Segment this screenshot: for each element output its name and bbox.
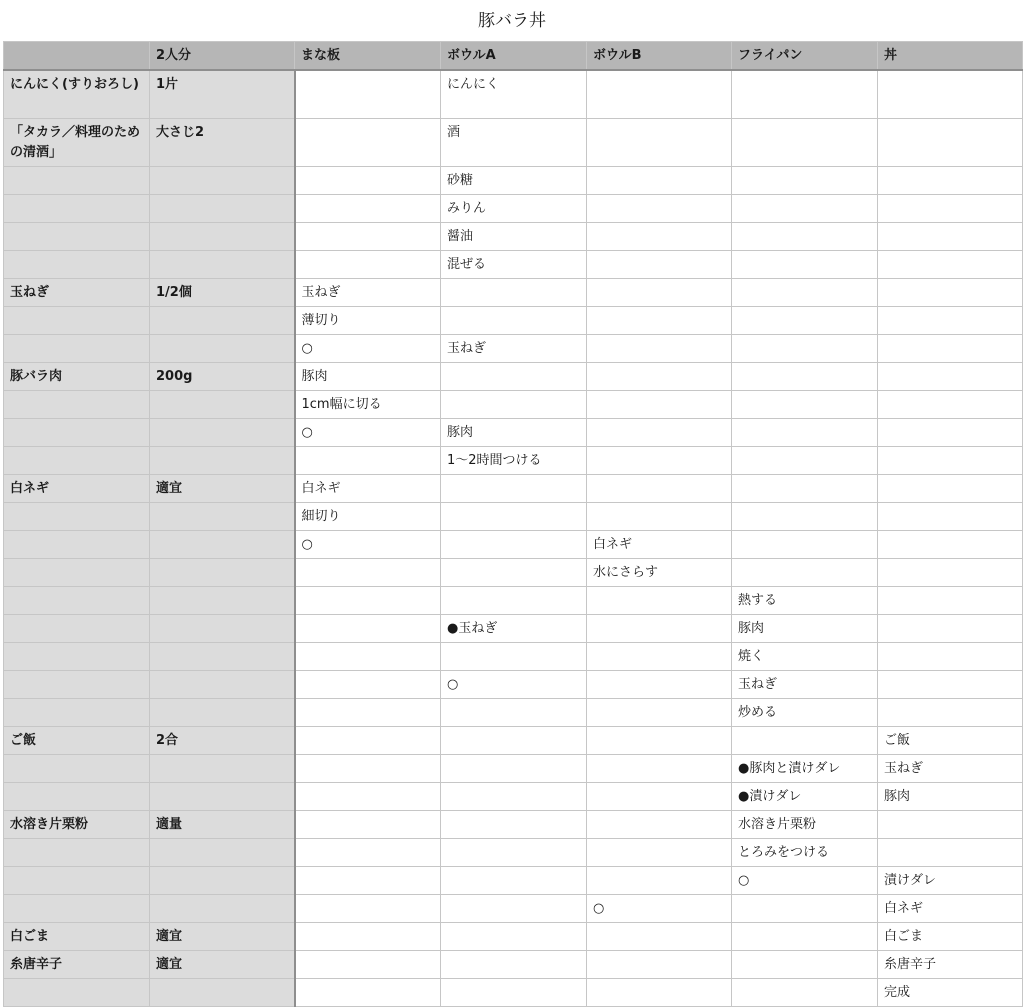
quantity-cell[interactable]: 1/2個: [150, 279, 295, 307]
table-row: [4, 559, 1023, 587]
step-cell[interactable]: [441, 279, 587, 307]
quantity-cell[interactable]: [150, 447, 295, 475]
step-cell[interactable]: [441, 895, 587, 923]
ingredient-cell[interactable]: [4, 531, 150, 559]
step-cell[interactable]: [295, 811, 441, 839]
step-cell[interactable]: [295, 867, 441, 895]
quantity-cell[interactable]: [150, 783, 295, 811]
step-cell[interactable]: 熱する: [732, 587, 878, 615]
quantity-cell[interactable]: [150, 307, 295, 335]
table-row: [4, 839, 1023, 867]
table-body: [4, 70, 1023, 1007]
step-cell[interactable]: [587, 867, 732, 895]
table-row: [4, 979, 1023, 1007]
step-cell[interactable]: [587, 307, 732, 335]
step-cell[interactable]: [587, 755, 732, 783]
quantity-cell[interactable]: [150, 839, 295, 867]
step-cell[interactable]: [732, 391, 878, 419]
step-cell[interactable]: [441, 475, 587, 503]
step-cell[interactable]: [441, 979, 587, 1007]
quantity-cell[interactable]: [150, 167, 295, 195]
step-cell[interactable]: [295, 615, 441, 643]
step-cell[interactable]: [587, 335, 732, 363]
step-cell[interactable]: [295, 251, 441, 279]
table-row: [4, 503, 1023, 531]
step-cell[interactable]: [587, 391, 732, 419]
step-cell[interactable]: [878, 503, 1023, 531]
ingredient-cell[interactable]: 水溶き片栗粉: [4, 811, 150, 839]
step-cell[interactable]: [441, 951, 587, 979]
step-cell[interactable]: [295, 923, 441, 951]
step-cell[interactable]: [878, 223, 1023, 251]
step-cell[interactable]: [732, 951, 878, 979]
step-cell[interactable]: [587, 279, 732, 307]
step-cell[interactable]: [441, 839, 587, 867]
step-cell[interactable]: ○: [295, 419, 441, 447]
step-cell[interactable]: 白ネギ: [295, 475, 441, 503]
step-cell[interactable]: 炒める: [732, 699, 878, 727]
quantity-cell[interactable]: [150, 755, 295, 783]
step-cell[interactable]: 糸唐辛子: [878, 951, 1023, 979]
quantity-cell[interactable]: 適量: [150, 811, 295, 839]
quantity-cell[interactable]: [150, 643, 295, 671]
step-cell[interactable]: [878, 167, 1023, 195]
step-cell[interactable]: [878, 811, 1023, 839]
step-cell[interactable]: [587, 119, 732, 167]
step-cell[interactable]: [878, 475, 1023, 503]
step-cell[interactable]: [587, 643, 732, 671]
step-cell[interactable]: [732, 531, 878, 559]
step-cell[interactable]: 完成: [878, 979, 1023, 1007]
step-cell[interactable]: [878, 559, 1023, 587]
step-cell[interactable]: 白ごま: [878, 923, 1023, 951]
column-header[interactable]: 丼: [878, 42, 1023, 71]
step-cell[interactable]: [587, 447, 732, 475]
step-cell[interactable]: [878, 251, 1023, 279]
ingredient-cell[interactable]: 白ネギ: [4, 475, 150, 503]
step-cell[interactable]: 砂糖: [441, 167, 587, 195]
step-cell[interactable]: [441, 503, 587, 531]
step-cell[interactable]: 漬けダレ: [878, 867, 1023, 895]
step-cell[interactable]: [295, 951, 441, 979]
table-row: [4, 391, 1023, 419]
step-cell[interactable]: [587, 167, 732, 195]
quantity-cell[interactable]: [150, 195, 295, 223]
step-cell[interactable]: [732, 335, 878, 363]
table-row: [4, 195, 1023, 223]
ingredient-cell[interactable]: [4, 615, 150, 643]
step-cell[interactable]: [878, 699, 1023, 727]
table-row: [4, 70, 1023, 119]
ingredient-cell[interactable]: [4, 447, 150, 475]
step-cell[interactable]: [441, 783, 587, 811]
step-cell[interactable]: [732, 119, 878, 167]
quantity-cell[interactable]: [150, 419, 295, 447]
ingredient-cell[interactable]: [4, 839, 150, 867]
step-cell[interactable]: [295, 70, 441, 119]
column-header[interactable]: ボウルB: [587, 42, 732, 71]
step-cell[interactable]: 白ネギ: [587, 531, 732, 559]
ingredient-cell[interactable]: [4, 979, 150, 1007]
step-cell[interactable]: [441, 811, 587, 839]
ingredient-cell[interactable]: [4, 391, 150, 419]
step-cell[interactable]: [732, 727, 878, 755]
ingredient-cell[interactable]: 玉ねぎ: [4, 279, 150, 307]
quantity-cell[interactable]: [150, 223, 295, 251]
quantity-cell[interactable]: 200g: [150, 363, 295, 391]
step-cell[interactable]: 豚肉: [732, 615, 878, 643]
step-cell[interactable]: [295, 895, 441, 923]
step-cell[interactable]: [587, 811, 732, 839]
step-cell[interactable]: [295, 671, 441, 699]
ingredient-cell[interactable]: にんにく(すりおろし): [4, 70, 150, 119]
table-row: [4, 363, 1023, 391]
quantity-cell[interactable]: 大さじ2: [150, 119, 295, 167]
step-cell[interactable]: 玉ねぎ: [441, 335, 587, 363]
step-cell[interactable]: とろみをつける: [732, 839, 878, 867]
table-row: [4, 335, 1023, 363]
step-cell[interactable]: [878, 531, 1023, 559]
column-header[interactable]: まな板: [295, 42, 441, 71]
quantity-cell[interactable]: [150, 531, 295, 559]
step-cell[interactable]: [878, 307, 1023, 335]
table-row: [4, 307, 1023, 335]
step-cell[interactable]: [732, 447, 878, 475]
step-cell[interactable]: [587, 419, 732, 447]
column-header[interactable]: [4, 42, 150, 71]
ingredient-cell[interactable]: [4, 699, 150, 727]
step-cell[interactable]: [878, 615, 1023, 643]
table-row: [4, 671, 1023, 699]
step-cell[interactable]: 1cm幅に切る: [295, 391, 441, 419]
table-row: [4, 783, 1023, 811]
step-cell[interactable]: [732, 195, 878, 223]
step-cell[interactable]: [587, 475, 732, 503]
step-cell[interactable]: [732, 307, 878, 335]
step-cell[interactable]: ○: [441, 671, 587, 699]
step-cell[interactable]: [732, 363, 878, 391]
table-row: [4, 223, 1023, 251]
table-row: [4, 923, 1023, 951]
table-row: [4, 447, 1023, 475]
quantity-cell[interactable]: 1片: [150, 70, 295, 119]
column-header[interactable]: 2人分: [150, 42, 295, 71]
step-cell[interactable]: [732, 559, 878, 587]
step-cell[interactable]: 水にさらす: [587, 559, 732, 587]
quantity-cell[interactable]: 適宜: [150, 923, 295, 951]
step-cell[interactable]: [587, 195, 732, 223]
table-row: [4, 279, 1023, 307]
ingredient-cell[interactable]: 糸唐辛子: [4, 951, 150, 979]
step-cell[interactable]: 玉ねぎ: [878, 755, 1023, 783]
quantity-cell[interactable]: [150, 699, 295, 727]
step-cell[interactable]: [587, 615, 732, 643]
recipe-table: [3, 41, 1023, 1007]
ingredient-cell[interactable]: [4, 223, 150, 251]
ingredient-cell[interactable]: [4, 419, 150, 447]
ingredient-cell[interactable]: [4, 587, 150, 615]
ingredient-cell[interactable]: ご飯: [4, 727, 150, 755]
ingredient-cell[interactable]: 白ごま: [4, 923, 150, 951]
table-row: [4, 811, 1023, 839]
table-row: [4, 699, 1023, 727]
quantity-cell[interactable]: [150, 587, 295, 615]
step-cell[interactable]: [732, 70, 878, 119]
step-cell[interactable]: [441, 307, 587, 335]
step-cell[interactable]: [295, 839, 441, 867]
table-row: [4, 419, 1023, 447]
step-cell[interactable]: [587, 951, 732, 979]
step-cell[interactable]: [732, 167, 878, 195]
table-row: [4, 867, 1023, 895]
step-cell[interactable]: [295, 195, 441, 223]
step-cell[interactable]: ●玉ねぎ: [441, 615, 587, 643]
column-header[interactable]: ボウルA: [441, 42, 587, 71]
ingredient-cell[interactable]: [4, 167, 150, 195]
quantity-cell[interactable]: [150, 391, 295, 419]
table-row: [4, 587, 1023, 615]
step-cell[interactable]: ご飯: [878, 727, 1023, 755]
step-cell[interactable]: [441, 867, 587, 895]
step-cell[interactable]: [878, 839, 1023, 867]
header-row: [4, 42, 1023, 71]
step-cell[interactable]: [295, 559, 441, 587]
step-cell[interactable]: 豚肉: [295, 363, 441, 391]
step-cell[interactable]: [732, 979, 878, 1007]
quantity-cell[interactable]: [150, 979, 295, 1007]
ingredient-cell[interactable]: 「タカラ／料理のための清酒」: [4, 119, 150, 167]
step-cell[interactable]: [732, 223, 878, 251]
table-row: [4, 615, 1023, 643]
ingredient-cell[interactable]: [4, 867, 150, 895]
step-cell[interactable]: [441, 391, 587, 419]
ingredient-cell[interactable]: [4, 559, 150, 587]
step-cell[interactable]: 薄切り: [295, 307, 441, 335]
step-cell[interactable]: [732, 419, 878, 447]
step-cell[interactable]: ○: [295, 335, 441, 363]
step-cell[interactable]: [878, 447, 1023, 475]
table-row: [4, 755, 1023, 783]
step-cell[interactable]: [878, 335, 1023, 363]
quantity-cell[interactable]: 適宜: [150, 951, 295, 979]
step-cell[interactable]: 細切り: [295, 503, 441, 531]
ingredient-cell[interactable]: [4, 307, 150, 335]
step-cell[interactable]: [587, 839, 732, 867]
table-row: [4, 643, 1023, 671]
step-cell[interactable]: [441, 587, 587, 615]
ingredient-cell[interactable]: [4, 335, 150, 363]
column-header[interactable]: フライパン: [732, 42, 878, 71]
step-cell[interactable]: [295, 587, 441, 615]
step-cell[interactable]: [732, 895, 878, 923]
step-cell[interactable]: 酒: [441, 119, 587, 167]
ingredient-cell[interactable]: [4, 783, 150, 811]
step-cell[interactable]: [441, 643, 587, 671]
step-cell[interactable]: にんにく: [441, 70, 587, 119]
step-cell[interactable]: [587, 923, 732, 951]
step-cell[interactable]: [587, 587, 732, 615]
step-cell[interactable]: 醤油: [441, 223, 587, 251]
step-cell[interactable]: 水溶き片栗粉: [732, 811, 878, 839]
step-cell[interactable]: 混ぜる: [441, 251, 587, 279]
table-row: [4, 167, 1023, 195]
quantity-cell[interactable]: [150, 671, 295, 699]
step-cell[interactable]: [441, 559, 587, 587]
step-cell[interactable]: [441, 923, 587, 951]
step-cell[interactable]: [878, 391, 1023, 419]
step-cell[interactable]: 白ネギ: [878, 895, 1023, 923]
step-cell[interactable]: [295, 643, 441, 671]
ingredient-cell[interactable]: [4, 251, 150, 279]
step-cell[interactable]: 玉ねぎ: [732, 671, 878, 699]
table-row: [4, 251, 1023, 279]
quantity-cell[interactable]: [150, 503, 295, 531]
step-cell[interactable]: [587, 783, 732, 811]
step-cell[interactable]: [587, 223, 732, 251]
step-cell[interactable]: [732, 475, 878, 503]
step-cell[interactable]: [587, 699, 732, 727]
step-cell[interactable]: ○: [587, 895, 732, 923]
ingredient-cell[interactable]: [4, 895, 150, 923]
quantity-cell[interactable]: [150, 559, 295, 587]
step-cell[interactable]: [441, 363, 587, 391]
step-cell[interactable]: [732, 279, 878, 307]
table-row: [4, 475, 1023, 503]
step-cell[interactable]: 焼く: [732, 643, 878, 671]
step-cell[interactable]: [295, 727, 441, 755]
table-row: [4, 727, 1023, 755]
quantity-cell[interactable]: 2合: [150, 727, 295, 755]
ingredient-cell[interactable]: [4, 671, 150, 699]
step-cell[interactable]: [587, 979, 732, 1007]
step-cell[interactable]: [587, 70, 732, 119]
quantity-cell[interactable]: [150, 335, 295, 363]
quantity-cell[interactable]: [150, 615, 295, 643]
step-cell[interactable]: [441, 699, 587, 727]
step-cell[interactable]: ○: [732, 867, 878, 895]
step-cell[interactable]: [295, 167, 441, 195]
step-cell[interactable]: [878, 70, 1023, 119]
step-cell[interactable]: [587, 727, 732, 755]
quantity-cell[interactable]: [150, 895, 295, 923]
step-cell[interactable]: [295, 979, 441, 1007]
quantity-cell[interactable]: [150, 251, 295, 279]
ingredient-cell[interactable]: [4, 195, 150, 223]
step-cell[interactable]: [732, 923, 878, 951]
step-cell[interactable]: [587, 251, 732, 279]
step-cell[interactable]: [878, 671, 1023, 699]
step-cell[interactable]: [587, 503, 732, 531]
step-cell[interactable]: [441, 727, 587, 755]
ingredient-cell[interactable]: 豚バラ肉: [4, 363, 150, 391]
page-title: 豚バラ丼: [478, 11, 546, 31]
step-cell[interactable]: [587, 671, 732, 699]
ingredient-cell[interactable]: [4, 755, 150, 783]
step-cell[interactable]: 豚肉: [878, 783, 1023, 811]
step-cell[interactable]: [878, 363, 1023, 391]
step-cell[interactable]: [295, 447, 441, 475]
step-cell[interactable]: ●豚肉と漬けダレ: [732, 755, 878, 783]
step-cell[interactable]: ●漬けダレ: [732, 783, 878, 811]
step-cell[interactable]: 玉ねぎ: [295, 279, 441, 307]
step-cell[interactable]: [295, 783, 441, 811]
step-cell[interactable]: みりん: [441, 195, 587, 223]
step-cell[interactable]: [732, 503, 878, 531]
table-row: [4, 531, 1023, 559]
table-row: [4, 895, 1023, 923]
step-cell[interactable]: [441, 531, 587, 559]
ingredient-cell[interactable]: [4, 643, 150, 671]
step-cell[interactable]: [878, 419, 1023, 447]
step-cell[interactable]: 豚肉: [441, 419, 587, 447]
step-cell[interactable]: [878, 587, 1023, 615]
step-cell[interactable]: 1〜2時間つける: [441, 447, 587, 475]
step-cell[interactable]: [295, 119, 441, 167]
quantity-cell[interactable]: [150, 867, 295, 895]
step-cell[interactable]: [732, 251, 878, 279]
step-cell[interactable]: [878, 195, 1023, 223]
table-row: [4, 119, 1023, 167]
step-cell[interactable]: [295, 755, 441, 783]
step-cell[interactable]: [878, 119, 1023, 167]
step-cell[interactable]: [441, 755, 587, 783]
step-cell[interactable]: ○: [295, 531, 441, 559]
ingredient-cell[interactable]: [4, 503, 150, 531]
step-cell[interactable]: [878, 643, 1023, 671]
step-cell[interactable]: [878, 279, 1023, 307]
step-cell[interactable]: [587, 363, 732, 391]
step-cell[interactable]: [295, 223, 441, 251]
quantity-cell[interactable]: 適宜: [150, 475, 295, 503]
step-cell[interactable]: [295, 699, 441, 727]
table-row: [4, 951, 1023, 979]
